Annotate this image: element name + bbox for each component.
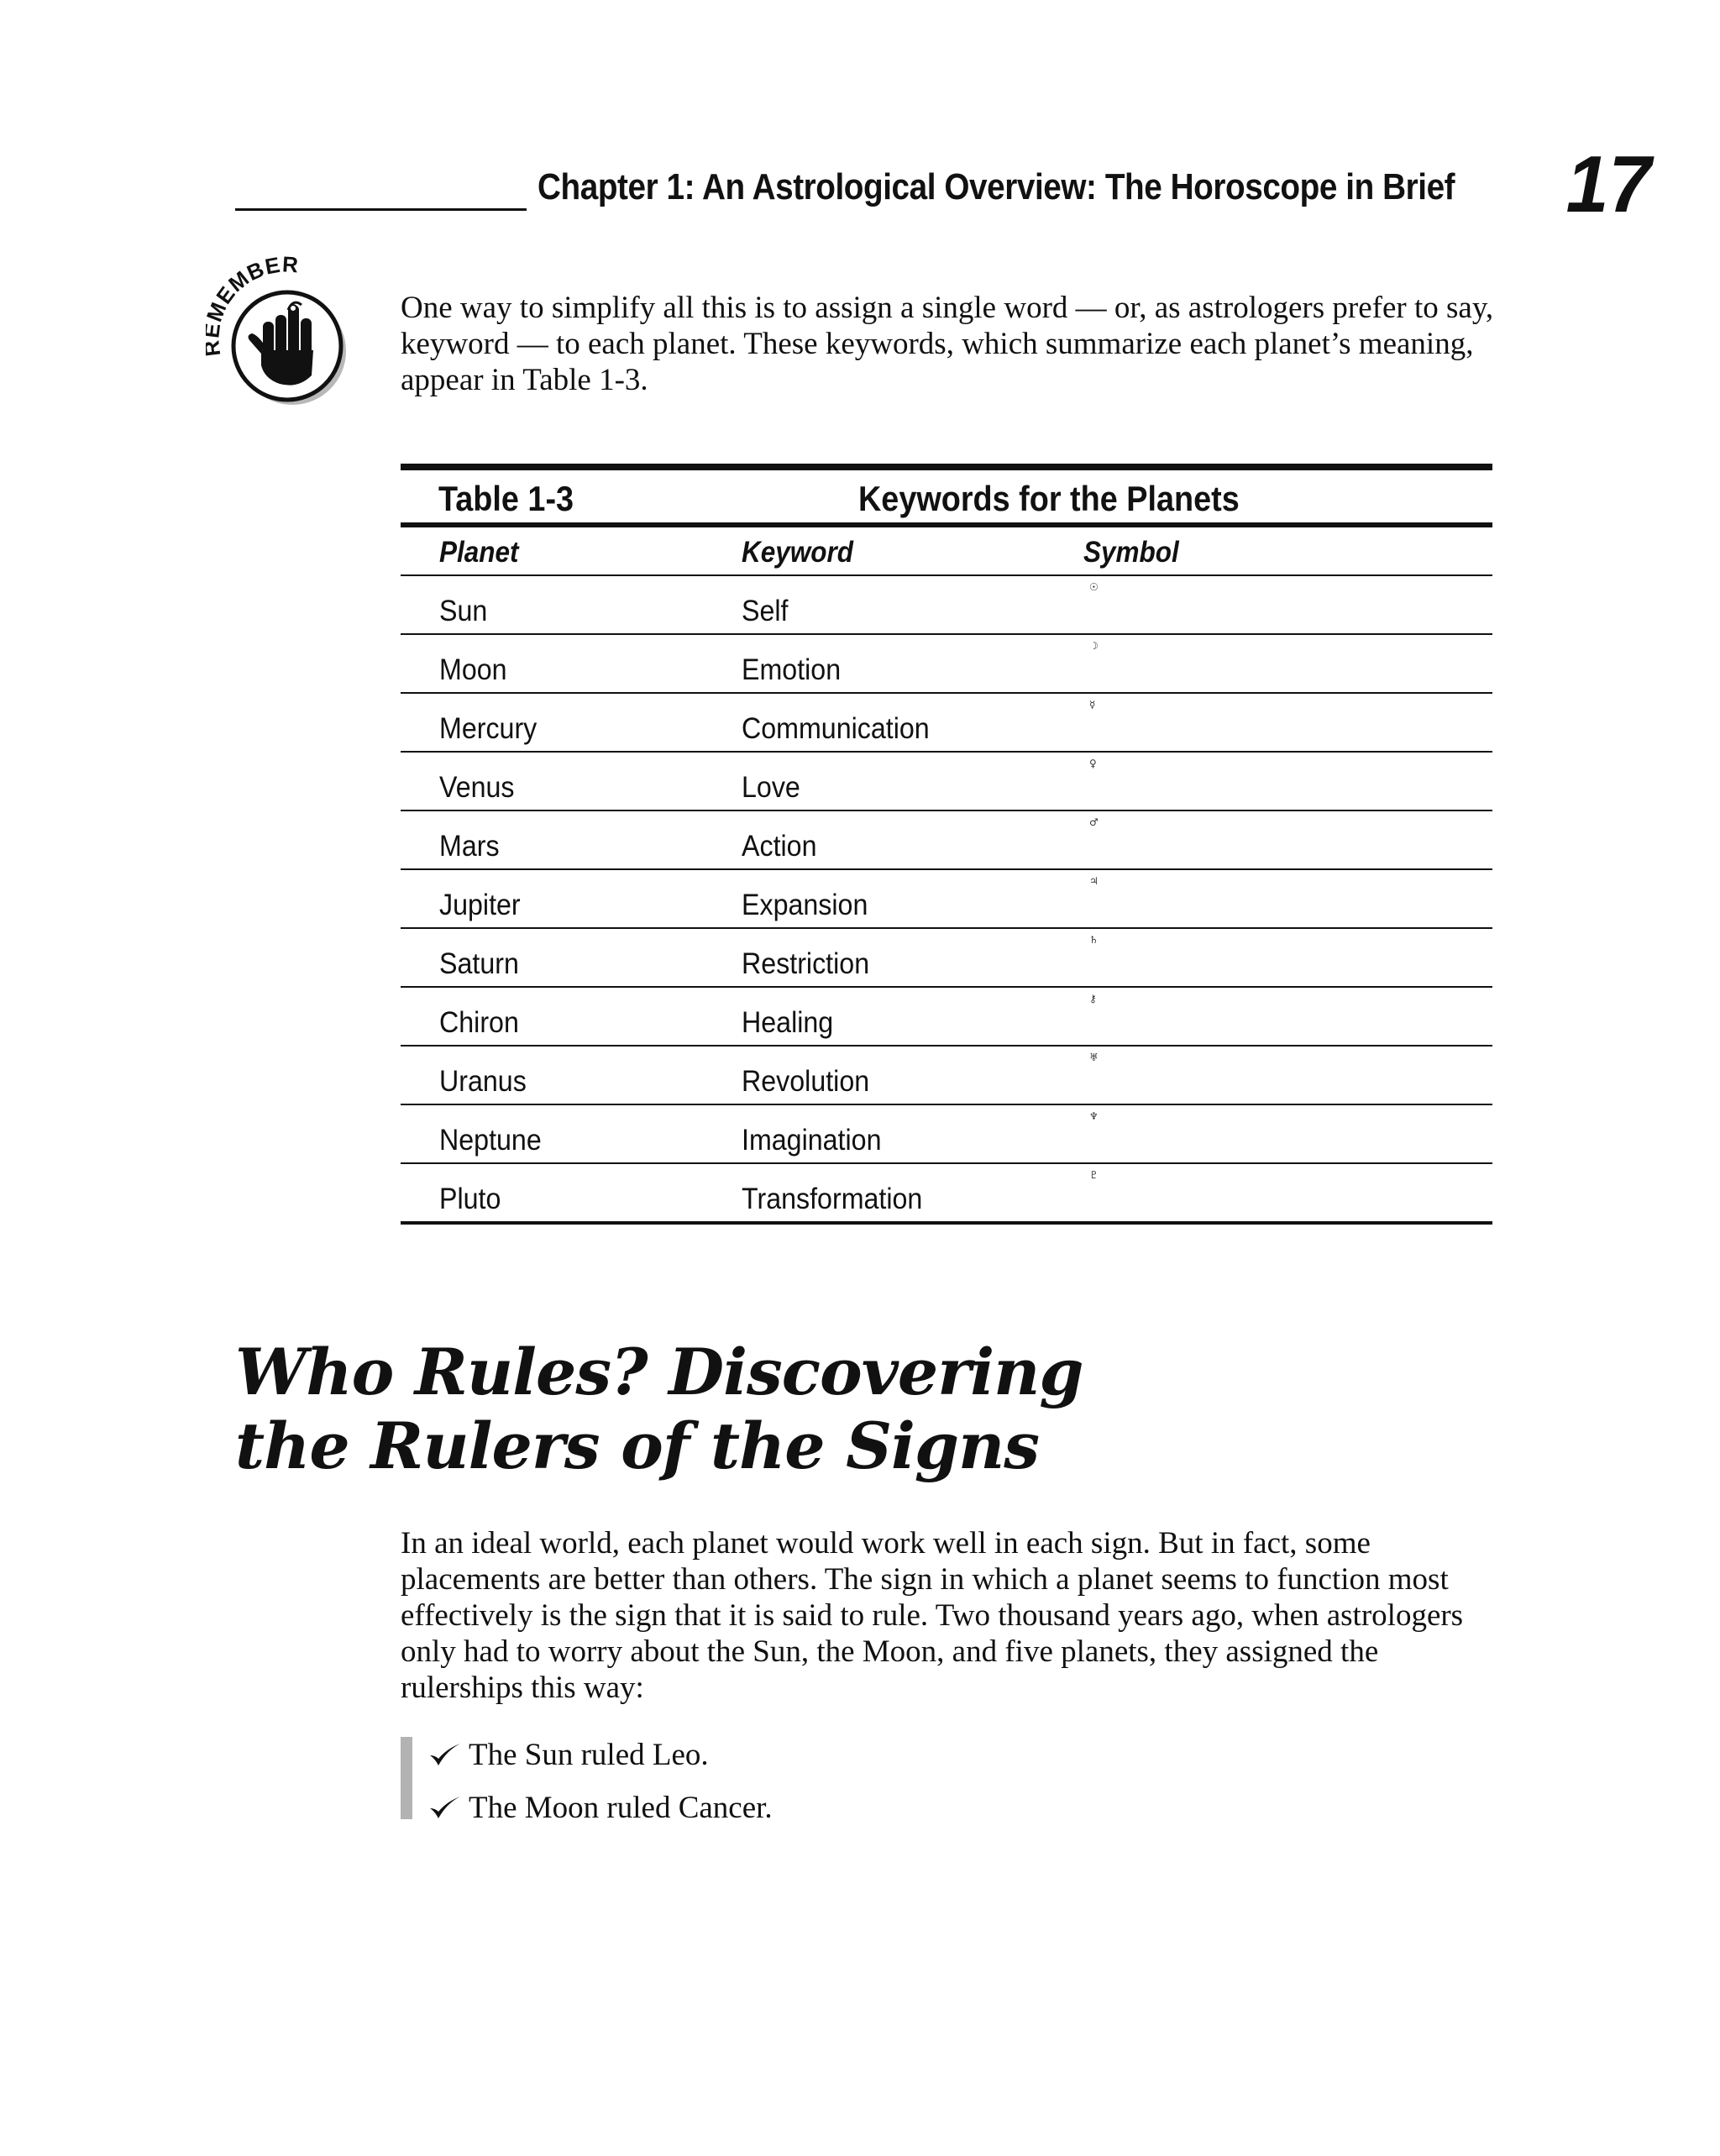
planet-cell: Venus (439, 771, 515, 804)
planet-symbol-icon: ☉ (1089, 581, 1099, 593)
table-title: Keywords for the Planets (858, 479, 1240, 518)
list-item (428, 1737, 773, 1790)
column-header-planet: Planet (439, 536, 519, 569)
keyword-cell: Transformation (742, 1183, 923, 1215)
table-row (401, 1047, 1492, 1105)
list-item-text: The Moon ruled Cancer. (469, 1791, 773, 1825)
planet-cell: Moon (439, 653, 507, 686)
intro-paragraph: One way to simplify all this is to assign a single word — or, as astrologers prefer to say, keyword — to each planet. These keywords, which summarize each planet’s meaning, appear in Table 1-3. (401, 291, 1494, 397)
column-header-symbol: Symbol (1083, 536, 1179, 569)
planet-cell: Chiron (439, 1006, 519, 1039)
table-caption (401, 470, 1492, 522)
planet-cell: Mercury (439, 712, 538, 745)
table-body (401, 576, 1492, 1225)
column-header-keyword: Keyword (742, 536, 854, 569)
running-head: Chapter 1: An Astrological Overview: The Horoscope in Brief (538, 166, 1455, 207)
keyword-cell: Healing (742, 1006, 834, 1039)
planet-cell: Neptune (439, 1124, 542, 1157)
keyword-cell: Expansion (742, 889, 868, 921)
planet-symbol-icon: ♀ (1089, 758, 1097, 769)
table-row (401, 929, 1492, 988)
table-top-rule (401, 464, 1492, 470)
bullet-list-bar (401, 1737, 412, 1819)
planet-symbol-icon: ♃ (1089, 875, 1099, 887)
keyword-cell: Imagination (742, 1124, 882, 1157)
table-row (401, 811, 1492, 870)
planet-symbol-icon: ♆ (1089, 1110, 1099, 1122)
keyword-cell: Communication (742, 712, 930, 745)
checkmark-icon (428, 1795, 462, 1820)
table-row (401, 694, 1492, 753)
planet-symbol-icon: ♅ (1089, 1052, 1099, 1063)
keyword-cell: Revolution (742, 1065, 870, 1098)
planet-symbol-icon: ☿ (1089, 699, 1096, 711)
list-item-text: The Sun ruled Leo. (469, 1738, 709, 1772)
table-row (401, 1105, 1492, 1164)
table-row (401, 576, 1492, 635)
section-heading (235, 1335, 1327, 1483)
keyword-cell: Restriction (742, 947, 870, 980)
section-heading-line-1: Who Rules? Discovering (235, 1335, 1083, 1409)
rulers-paragraph: In an ideal world, each planet would work well in each sign. But in fact, some placements are better than others. The sign in which a planet seems to function most effectively is the sign that it is said to rule. Two thousand years ago, when astrologers only had to worry about the Sun, the Moon, and five planets, they assigned the rulerships this way: (401, 1526, 1464, 1705)
table-row (401, 988, 1492, 1047)
table-row (401, 870, 1492, 929)
planet-symbol-icon: ♇ (1089, 1169, 1099, 1181)
keyword-cell: Self (742, 595, 789, 627)
table-header-row (401, 527, 1492, 576)
planet-symbol-icon: ⚷ (1089, 993, 1097, 1005)
keyword-cell: Love (742, 771, 800, 804)
table-row (401, 1164, 1492, 1225)
planet-cell: Saturn (439, 947, 519, 980)
remember-icon (206, 256, 365, 416)
planet-symbol-icon: ♄ (1089, 934, 1099, 946)
page-number: 17 (1565, 139, 1652, 229)
list-item (428, 1790, 773, 1843)
header-rule (235, 208, 527, 211)
planet-cell: Mars (439, 830, 500, 863)
planet-cell: Uranus (439, 1065, 527, 1098)
keyword-cell: Emotion (742, 653, 842, 686)
planet-cell: Jupiter (439, 889, 521, 921)
keywords-table (401, 464, 1492, 1225)
remember-label: EMBER (211, 256, 300, 309)
planet-symbol-icon: ♂ (1089, 816, 1099, 828)
table-row (401, 753, 1492, 811)
checkmark-icon (428, 1742, 462, 1767)
planet-cell: Sun (439, 595, 488, 627)
table-row (401, 635, 1492, 694)
section-heading-line-2: the Rulers of the Signs (235, 1408, 1040, 1483)
keyword-cell: Action (742, 830, 817, 863)
planet-cell: Pluto (439, 1183, 501, 1215)
planet-symbol-icon: ☽ (1089, 640, 1099, 652)
table-number: Table 1-3 (438, 479, 574, 518)
rulership-list (428, 1737, 773, 1843)
